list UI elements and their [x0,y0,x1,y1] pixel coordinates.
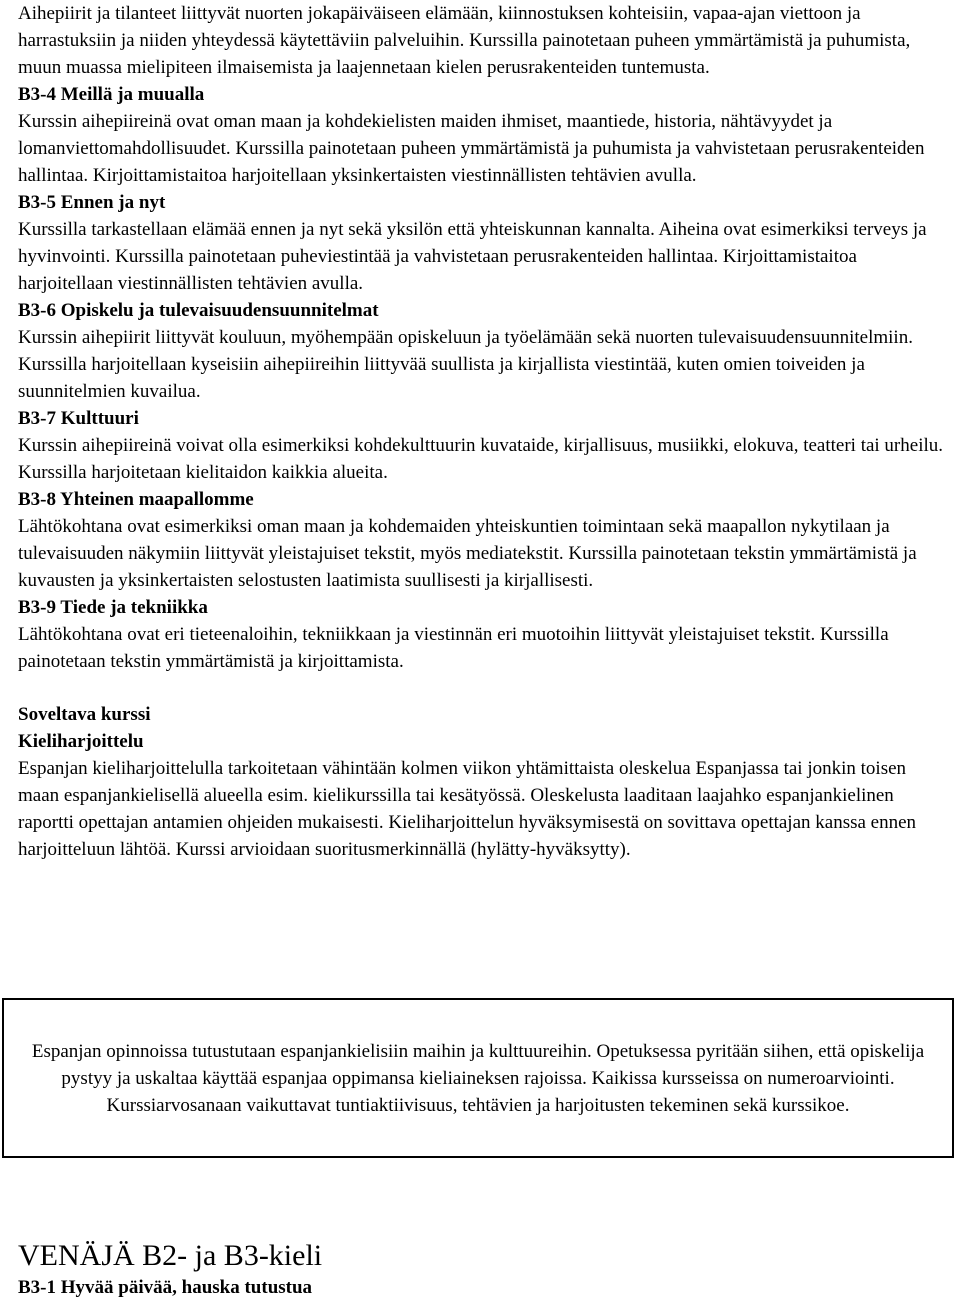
intro-paragraph: Aihepiirit ja tilanteet liittyvät nuorten jokapäiväiseen elämään, kiinnostuksen kohteisiin, vapaa-ajan viettoon ja harrastuksiin ja niiden yhteydessä käytettäviin palveluihin. Kurssilla painotetaan puheen ymmärtämistä ja puhumista, muun muassa mielipiteen ilmaisemista ja laajennetaan kielen perusrakenteiden tuntemusta. [18,3,911,78]
course-heading-b3-5: B3-5 Ennen ja nyt [18,192,166,213]
applied-course-title: Soveltava kurssi [18,704,151,725]
info-box [2,998,954,1158]
section-title: VENÄJÄ B2- ja B3-kieli [18,1239,323,1272]
applied-course-subtitle: Kieliharjoittelu [18,731,144,752]
course-heading-b3-7: B3-7 Kulttuuri [18,408,139,429]
section-spacer [18,675,948,701]
course-heading-b3-4: B3-4 Meillä ja muualla [18,84,205,105]
course-descriptions [18,0,948,863]
course-heading-venaja-b3-1: B3-1 Hyvää päivää, hauska tutustua [18,1277,313,1298]
course-text-b3-9: Lähtökohtana ovat eri tieteenaloihin, tekniikkaan ja viestinnän eri muotoihin liittyvät yleistajuiset tekstit. Kurssilla painotetaan tekstin ymmärtämistä ja kirjoittamista. [18,624,889,672]
course-heading-b3-9: B3-9 Tiede ja tekniikka [18,597,208,618]
applied-course-text: Espanjan kieliharjoittelulla tarkoitetaan vähintään kolmen viikon yhtämittaista oleskelua Espanjassa tai jonkin toisen maan espanjankielisellä alueella esim. kielikurssilla tai kesätyössä. Oleskelusta laaditaan laajahko espanjankielinen raportti opettajan antamien ohjeiden mukaisesti. Kieliharjoittelun hyväksymisestä on sovittava opettajan kanssa ennen harjoitteluun lähtöä. Kurssi arvioidaan suoritusmerkinnällä (hylätty-hyväksytty). [18,758,917,860]
course-text-b3-8: Lähtökohtana ovat esimerkiksi oman maan ja kohdemaiden yhteiskuntien toimintaan sekä maapallon nykytilaan ja tulevaisuuden näkymiin liittyvät yleistajuiset tekstit, myös mediatekstit. Kurssilla painotetaan tekstin ymmärtämistä ja kuvausten ja yksinkertaisten selostusten laatimista suullisesti ja kirjallisesti. [18,516,917,591]
info-box-text: Espanjan opinnoissa tutustutaan espanjankielisiin maihin ja kulttuureihin. Opetuksessa pyritään siihen, että opiskelija pystyy ja uskaltaa käyttää espanjaa oppimansa kieliaineksen rajoissa. Kaikissa kursseissa on numeroarviointi. Kurssiarvosanaan vaikuttavat tuntiaktiivisuus, tehtävien ja harjoitusten tekeminen sekä kurssikoe. [31,1040,925,1116]
course-heading-b3-8: B3-8 Yhteinen maapallomme [18,489,254,510]
next-section [18,1238,948,1301]
course-text-b3-6: Kurssin aihepiirit liittyvät kouluun, myöhempään opiskeluun ja työelämään sekä nuorten tulevaisuudensuunnitelmiin. Kurssilla harjoitellaan kyseisiin aihepiireihin liittyvää suullista ja kirjallista viestintää, kuten omien toiveiden ja suunnitelmien kuvailua. [18,327,913,402]
course-heading-b3-6: B3-6 Opiskelu ja tulevaisuudensuunnitelmat [18,300,379,321]
course-text-b3-4: Kurssin aihepiireinä ovat oman maan ja kohdekielisten maiden ihmiset, maantiede, historia, nähtävyydet ja lomanviettomahdollisuudet. Kurssilla painotetaan puheen ymmärtämistä ja puhumista ja vahvistetaan perusrakenteiden hallintaa. Kirjoittamistaitoa harjoitellaan yksinkertaisten viestinnällisten tehtävien avulla. [18,111,925,186]
course-text-b3-5: Kurssilla tarkastellaan elämää ennen ja nyt sekä yksilön että yhteiskunnan kannalta. Aiheina ovat esimerkiksi terveys ja hyvinvointi. Kurssilla painotetaan puheviestintää ja vahvistetaan perusrakenteiden hallintaa. Kirjoittamistaitoa harjoitellaan viestinnällisten tehtävien avulla. [18,219,927,294]
course-text-b3-7: Kurssin aihepiireinä voivat olla esimerkiksi kohdekulttuurin kuvataide, kirjallisuus, musiikki, elokuva, teatteri tai urheilu. Kurssilla harjoitetaan kielitaidon kaikkia alueita. [18,435,943,483]
